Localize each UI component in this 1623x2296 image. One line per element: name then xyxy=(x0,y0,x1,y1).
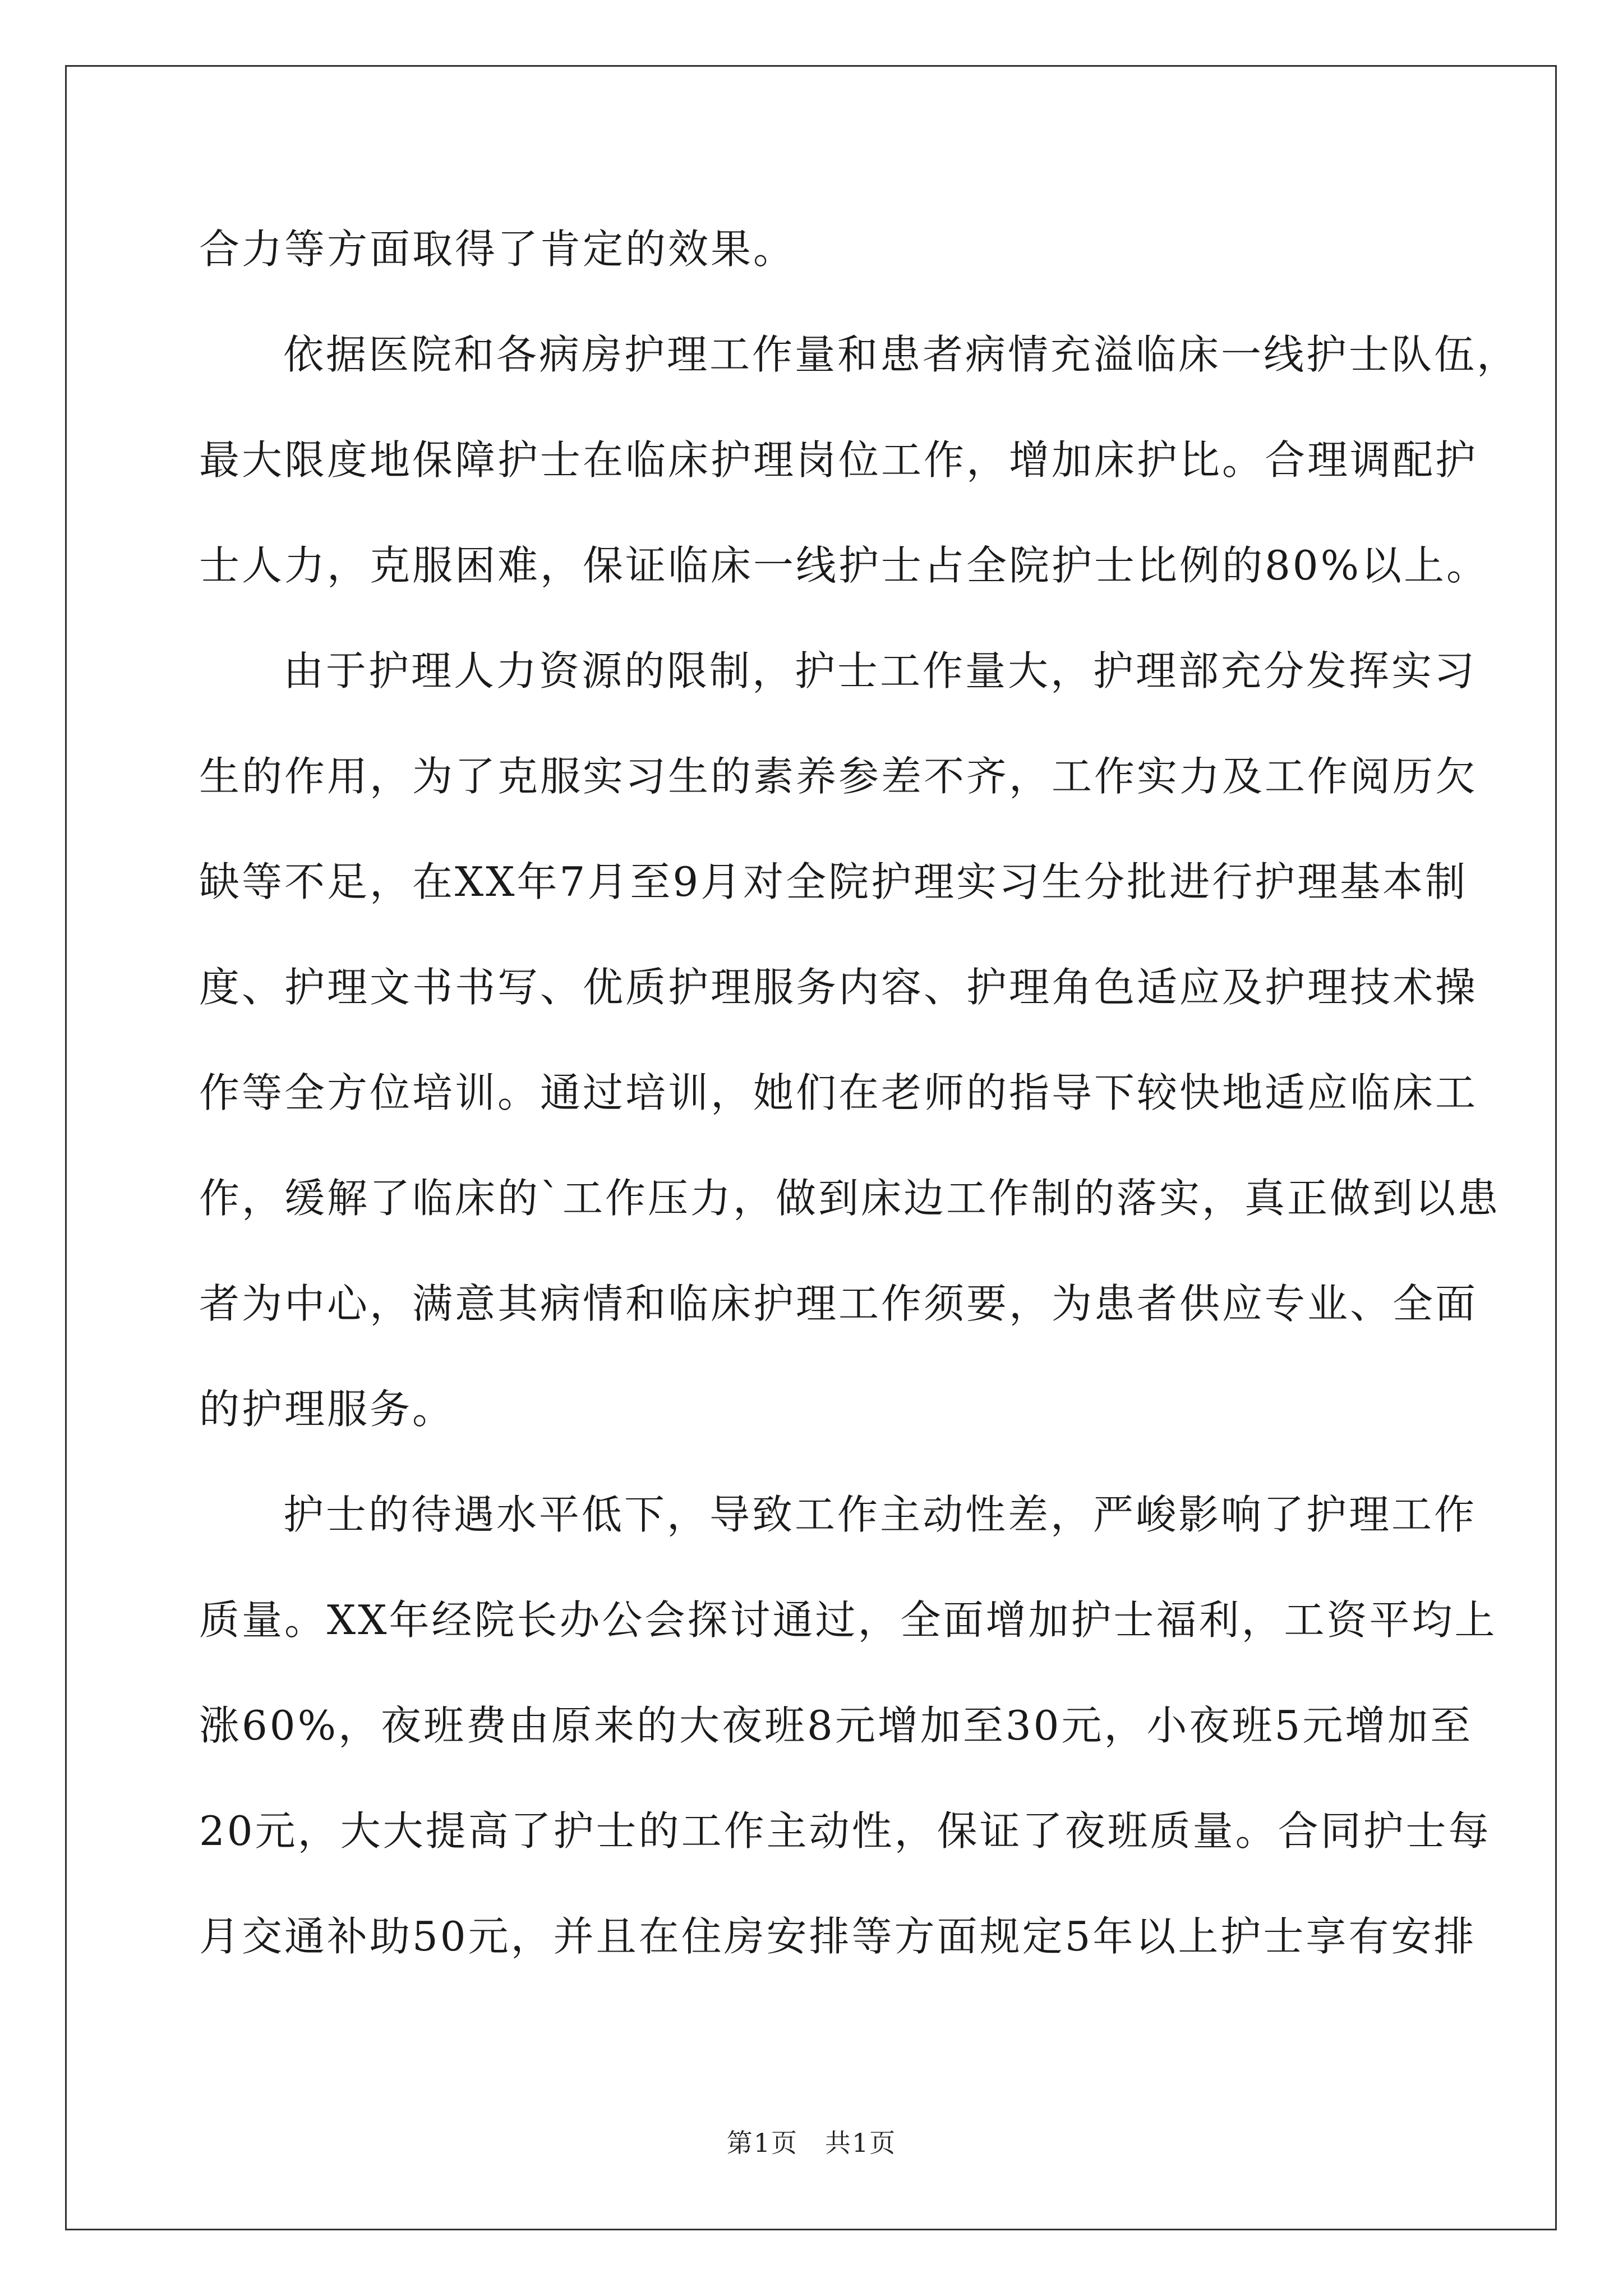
text-line-8: 度、护理文书书写、优质护理服务内容、护理角色适应及护理技术操 xyxy=(199,964,1478,1011)
text-line-5: 由于护理人力资源的限制，护士工作量大，护理部充分发挥实习 xyxy=(283,647,1477,694)
document-body xyxy=(199,216,1520,2009)
text-line-1: 合力等方面取得了肯定的效果。 xyxy=(199,226,796,273)
text-line-7: 缺等不足，在XX年7月至9月对全院护理实习生分批进行护理基本制 xyxy=(199,858,1468,905)
text-line-11: 者为中心，满意其病情和临床护理工作须要，为患者供应专业、全面 xyxy=(199,1280,1478,1327)
text-line-15: 涨60%，夜班费由原来的大夜班8元增加至30元，小夜班5元增加至 xyxy=(199,1702,1473,1749)
text-line-13: 护士的待遇水平低下，导致工作主动性差，严峻影响了护理工作 xyxy=(283,1491,1477,1538)
text-line-12: 的护理服务。 xyxy=(199,1386,455,1433)
text-line-14: 质量。XX年经院长办公会探讨通过，全面增加护士福利，工资平均上 xyxy=(199,1596,1497,1644)
text-line-6: 生的作用，为了克服实习生的素养参差不齐，工作实力及工作阅历欠 xyxy=(199,753,1478,800)
text-line-2: 依据医院和各病房护理工作量和患者病情充溢临床一线护士队伍， xyxy=(283,331,1520,378)
text-line-16: 20元，大大提高了护士的工作主动性，保证了夜班质量。合同护士每 xyxy=(199,1807,1491,1855)
text-line-17: 月交通补助50元，并且在住房安排等方面规定5年以上护士享有安排 xyxy=(199,1913,1477,1960)
page-footer: 第1页 共1页 xyxy=(726,2128,897,2158)
text-line-4: 士人力，克服困难，保证临床一线护士占全院护士比例的80%以上。 xyxy=(199,542,1490,589)
text-line-3: 最大限度地保障护士在临床护理岗位工作，增加床护比。合理调配护 xyxy=(199,436,1478,484)
text-line-9: 作等全方位培训。通过培训，她们在老师的指导下较快地适应临床工 xyxy=(199,1069,1478,1116)
text-line-10: 作，缓解了临床的`工作压力，做到床边工作制的落实，真正做到以患 xyxy=(199,1175,1501,1222)
